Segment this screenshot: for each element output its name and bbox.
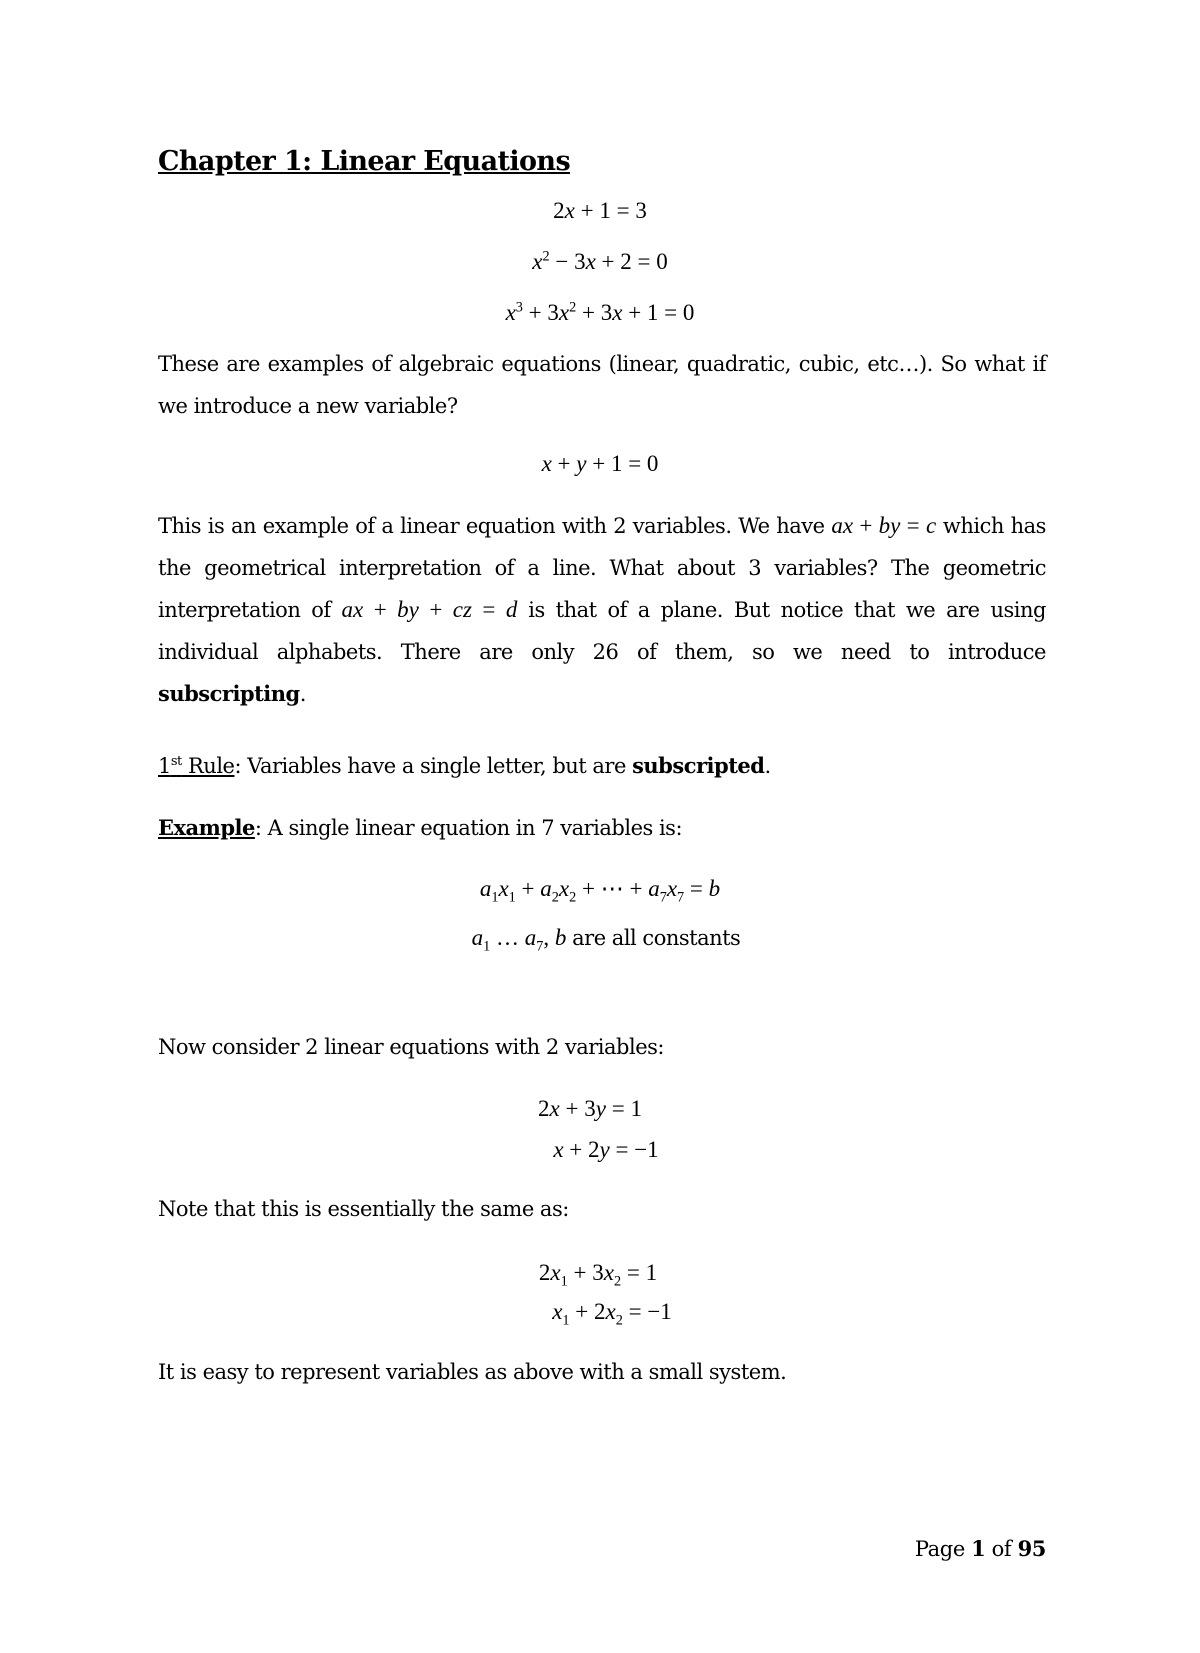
equation-two-variables: x + y + 1 = 0 — [541, 451, 659, 476]
punctuation: . — [299, 682, 306, 706]
punctuation: . — [764, 754, 771, 778]
bold-term-subscripted: subscripted — [632, 753, 765, 778]
rule-colon: : — [234, 754, 242, 778]
constants-text: are all constants — [572, 926, 741, 950]
bold-term-subscripting: subscripting — [158, 681, 300, 706]
paragraph-small-system: It is easy to represent variables as above with a small system. — [158, 1360, 787, 1384]
constants-note: $a_1$ … $a_7$, b are all constants — [471, 925, 741, 955]
math-line-equation: ax + by = c — [831, 513, 937, 538]
paragraph-algebraic-examples: These are examples of algebraic equations (linear, quadratic, cubic, etc…). So what if we introduce a new variable? — [158, 352, 1046, 418]
example-text: : A single linear equation in 7 variables is: — [254, 816, 683, 840]
rule-label: 1st Rule — [158, 754, 235, 778]
paragraph-text: This is an example of a linear equation with 2 variables. We have — [158, 514, 825, 538]
equation-quadratic: $x^2 - 3x + 2 = 0$ — [532, 248, 668, 274]
equation-linear: 2x + 1 = 3 — [553, 198, 647, 223]
example-label: Example — [158, 815, 255, 840]
paragraph-linear-geometry — [158, 505, 1046, 715]
paragraph-text: which has the geometrical interpretation of a line. What about 3 variables? The geometric interpretation of — [158, 514, 1046, 622]
page-number: Page 1 of 95 — [914, 1536, 1046, 1561]
paragraph-same-as: Note that this is essentially the same as: — [158, 1197, 569, 1221]
chapter-title: Chapter 1: Linear Equations — [158, 146, 571, 177]
system1-equation-2: x + 2y = −1 — [553, 1137, 659, 1162]
math-plane-equation: ax + by + cz = d — [341, 597, 518, 622]
equation-cubic: $x^3 + 3x^2 + 3x + 1 = 0$ — [505, 299, 695, 325]
equation-seven-variables: $a_1x_1 + a_2x_2$ + ⋯ + $a_7x_7 = b$ — [479, 876, 721, 906]
system2-equation-2: $x_1 + 2x_2 = -1$ — [552, 1299, 672, 1329]
system1-equation-1: 2x + 3y = 1 — [538, 1096, 642, 1121]
system2-equation-1: $2x_1 + 3x_2 = 1$ — [538, 1260, 658, 1290]
example-statement — [158, 815, 682, 840]
rule-statement — [158, 753, 771, 778]
paragraph-two-equations: Now consider 2 linear equations with 2 variables: — [158, 1035, 664, 1059]
rule-text: Variables have a single letter, but are — [247, 754, 626, 778]
paragraph-text: is that of a plane. But notice that we are using individual alphabets. There are only 26 of them, so we need to introduce — [158, 598, 1046, 664]
